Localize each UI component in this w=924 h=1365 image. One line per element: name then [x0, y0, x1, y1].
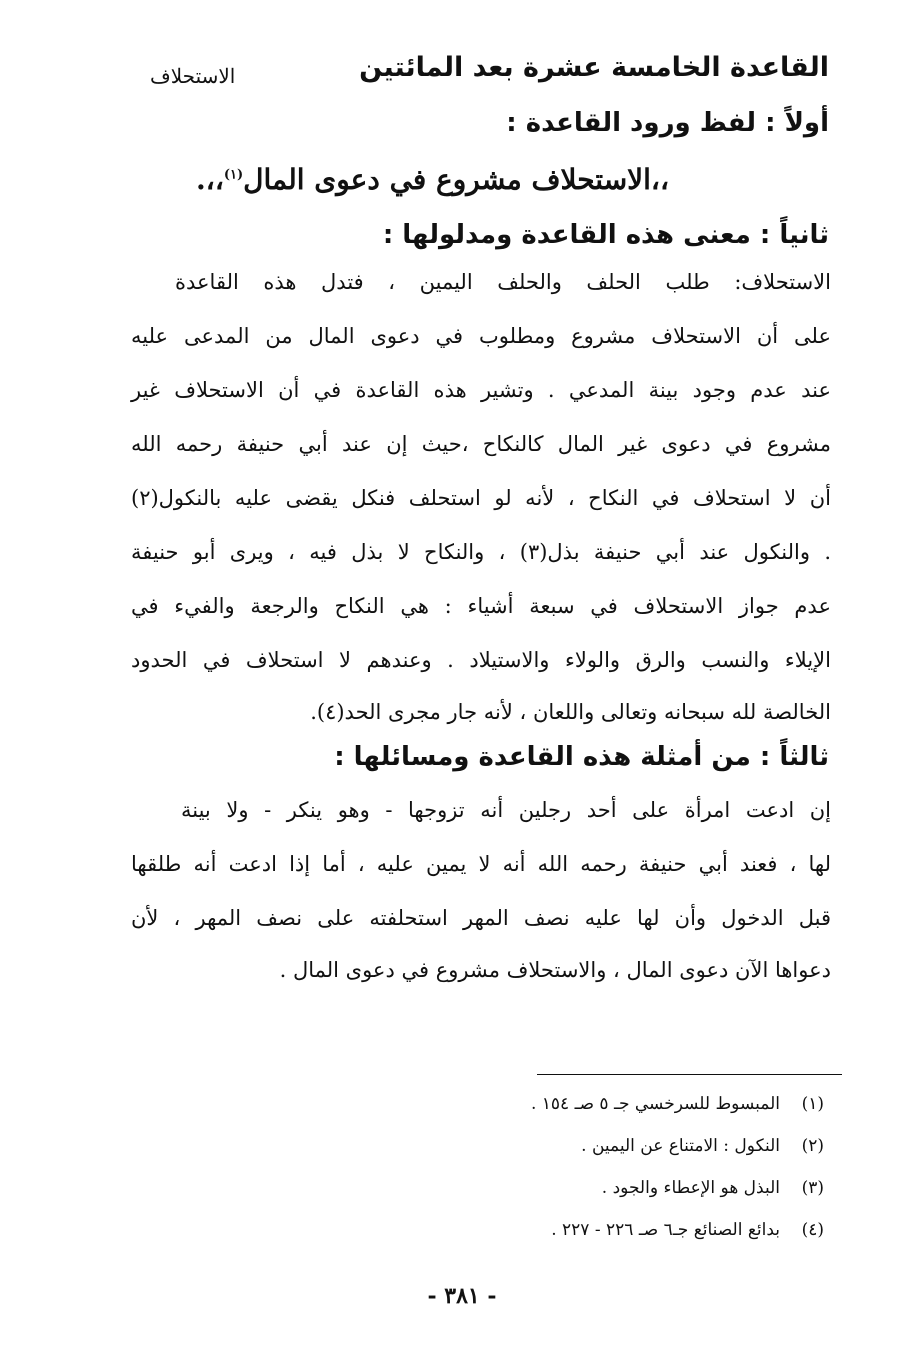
- footnote-text: النكول : الامتناع عن اليمين .: [581, 1136, 780, 1156]
- footnote-number: (١): [801, 1094, 824, 1114]
- paragraph-line: لها ، فعند أبي حنيفة رحمه الله أنه لا يمين عليه ، أما إذا ادعت أنه طلقها: [131, 852, 831, 876]
- paragraph-line: عند عدم وجود بينة المدعي . وتشير هذه القاعدة في أن الاستحلاف غير: [131, 378, 831, 402]
- paragraph-line: مشروع في دعوى غير المال كالنكاح ،حيث إن عند أبي حنيفة رحمه الله: [131, 432, 831, 456]
- paragraph-line: دعواها الآن دعوى المال ، والاستحلاف مشروع في دعوى المال .: [279, 958, 831, 982]
- paragraph-line: الإيلاء والنسب والرق والولاء والاستيلاد . وعندهم لا استحلاف في الحدود: [131, 648, 831, 672]
- section-heading-wording: أولاً : لفظ ورود القاعدة :: [506, 108, 829, 138]
- footnote-4: [551, 1220, 824, 1240]
- footnote-number: (٤): [801, 1220, 824, 1240]
- page-number: - ٣٨١ -: [427, 1283, 497, 1309]
- paragraph-line: . والنكول عند أبي حنيفة بذل(٣) ، والنكاح لا بذل فيه ، ويرى أبو حنيفة: [131, 540, 831, 564]
- footnote-number: (٢): [801, 1136, 824, 1156]
- rule-statement: [196, 163, 669, 196]
- paragraph-line: إن ادعت امرأة على أحد رجلين أنه تزوجها - وهو ينكر - ولا بينة: [181, 798, 831, 822]
- footnote-text: البذل هو الإعطاء والجود .: [601, 1178, 780, 1198]
- footnote-1: [531, 1094, 824, 1114]
- section-heading-examples: ثالثاً : من أمثلة هذه القاعدة ومسائلها :: [334, 742, 829, 772]
- paragraph-line: قبل الدخول وأن لها عليه نصف المهر استحلفته على نصف المهر ، لأن: [131, 906, 831, 930]
- footnote-separator: [537, 1074, 842, 1075]
- rule-title: القاعدة الخامسة عشرة بعد المائتين: [359, 52, 829, 83]
- paragraph-line: عدم جواز الاستحلاف في سبعة أشياء : هي النكاح والرجعة والفيء في: [131, 594, 831, 618]
- section-heading-meaning: ثانياً : معنى هذه القاعدة ومدلولها :: [382, 220, 829, 250]
- footnote-3: [602, 1178, 824, 1198]
- running-header-topic: الاستحلاف: [150, 64, 236, 88]
- rule-text: ،،الاستحلاف مشروع في دعوى المال: [243, 163, 669, 196]
- footnote-text: المبسوط للسرخسي جـ ٥ صـ ١٥٤ .: [530, 1094, 780, 1114]
- footnote-text: بدائع الصنائع جـ٦ صـ ٢٢٦ - ٢٢٧ .: [551, 1220, 780, 1240]
- paragraph-line: الاستحلاف: طلب الحلف والحلف اليمين ، فتدل هذه القاعدة: [175, 270, 831, 294]
- paragraph-line: أن لا استحلاف في النكاح ، لأنه لو استحلف فنكل يقضى عليه بالنكول(٢): [131, 486, 831, 510]
- footnote-number: (٣): [801, 1178, 824, 1198]
- rule-close-quote: ،،.: [196, 163, 224, 196]
- paragraph-line: على أن الاستحلاف مشروع ومطلوب في دعوى المال من المدعى عليه: [131, 324, 831, 348]
- footnote-2: [581, 1136, 824, 1156]
- footnote-ref-1: (١): [223, 167, 244, 183]
- paragraph-line: الخالصة لله سبحانه وتعالى واللعان ، لأنه جار مجرى الحد(٤).: [310, 700, 831, 724]
